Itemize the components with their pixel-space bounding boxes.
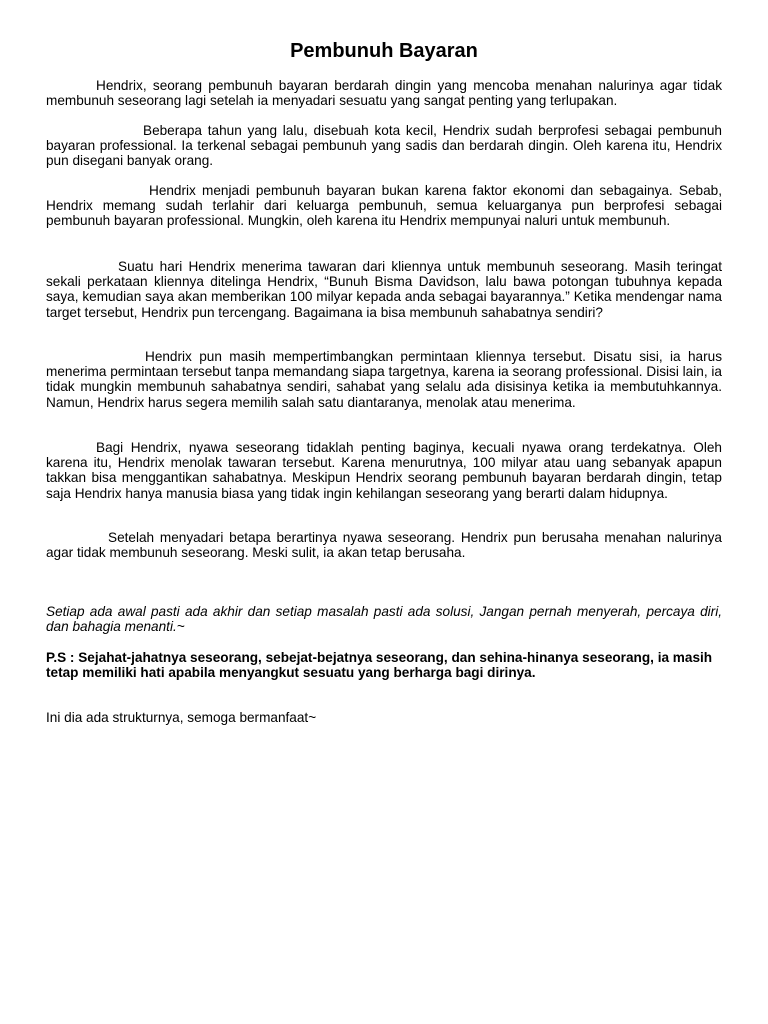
closing-line: Ini dia ada strukturnya, semoga bermanfaat~ <box>46 710 317 725</box>
paragraph-5: Hendrix pun masih mempertimbangkan permintaan kliennya tersebut. Disatu sisi, ia harus menerima permintaan tersebut tanpa memandang siapa targetnya, karena ia seorang professional. Disisi lain, ia tidak mungkin membunuh sahabatnya sendiri, sahabat yang selalu ada disisinya ketika ia membutuhkannya. Namun, Hendrix harus segera memilih salah satu diantaranya, menolak atau menerima. <box>46 349 722 410</box>
paragraph-6: Bagi Hendrix, nyawa seseorang tidaklah penting baginya, kecuali nyawa orang terdekatnya. Oleh karena itu, Hendrix menolak tawaran tersebut. Karena menurutnya, 100 milyar atau uang sebanyak apapun takkan bisa menggantikan sahabatnya. Meskipun Hendrix seorang pembunuh bayaran berdarah dingin, tetap saja Hendrix hanya manusia biasa yang tidak ingin kehilangan seseorang yang berarti dalam hidupnya. <box>46 440 722 501</box>
paragraph-4: Suatu hari Hendrix menerima tawaran dari kliennya untuk membunuh seseorang. Masih teringat sekali perkataan kliennya ditelinga Hendrix, “Bunuh Bisma Davidson, lalu bawa potongan tubuhnya kepada saya, kemudian saya akan memberikan 100 milyar kepada anda sebagai bayarannya.” Ketika mendengar nama target tersebut, Hendrix pun tercengang. Bagaimana ia bisa membunuh sahabatnya sendiri? <box>46 259 722 320</box>
paragraph-7: Setelah menyadari betapa berartinya nyawa seseorang. Hendrix pun berusaha menahan nalurinya agar tidak membunuh seseorang. Meski sulit, ia akan tetap berusaha. <box>46 530 722 561</box>
motivational-quote: Setiap ada awal pasti ada akhir dan setiap masalah pasti ada solusi, Jangan pernah menyerah, percaya diri, dan bahagia menanti.~ <box>46 604 722 635</box>
document-title: Pembunuh Bayaran <box>290 40 478 62</box>
paragraph-1: Hendrix, seorang pembunuh bayaran berdarah dingin yang mencoba menahan nalurinya agar tidak membunuh seseorang lagi setelah ia menyadari sesuatu yang sangat penting yang terlupakan. <box>46 78 722 109</box>
paragraph-3: Hendrix menjadi pembunuh bayaran bukan karena faktor ekonomi dan sebagainya. Sebab, Hendrix memang sudah terlahir dari keluarga pembunuh, semua keluarganya pun berprofesi sebagai pembunuh bayaran professional. Mungkin, oleh karena itu Hendrix mempunyai naluri untuk membunuh. <box>46 183 722 229</box>
postscript: P.S : Sejahat-jahatnya seseorang, sebejat-bejatnya seseorang, dan sehina-hinanya seseorang, ia masih tetap memiliki hati apabila menyangkut sesuatu yang berharga bagi dirinya. <box>46 650 713 681</box>
paragraph-2: Beberapa tahun yang lalu, disebuah kota kecil, Hendrix sudah berprofesi sebagai pembunuh bayaran professional. Ia terkenal sebagai pembunuh yang sadis dan berdarah dingin. Oleh karena itu, Hendrix pun disegani banyak orang. <box>46 123 722 169</box>
